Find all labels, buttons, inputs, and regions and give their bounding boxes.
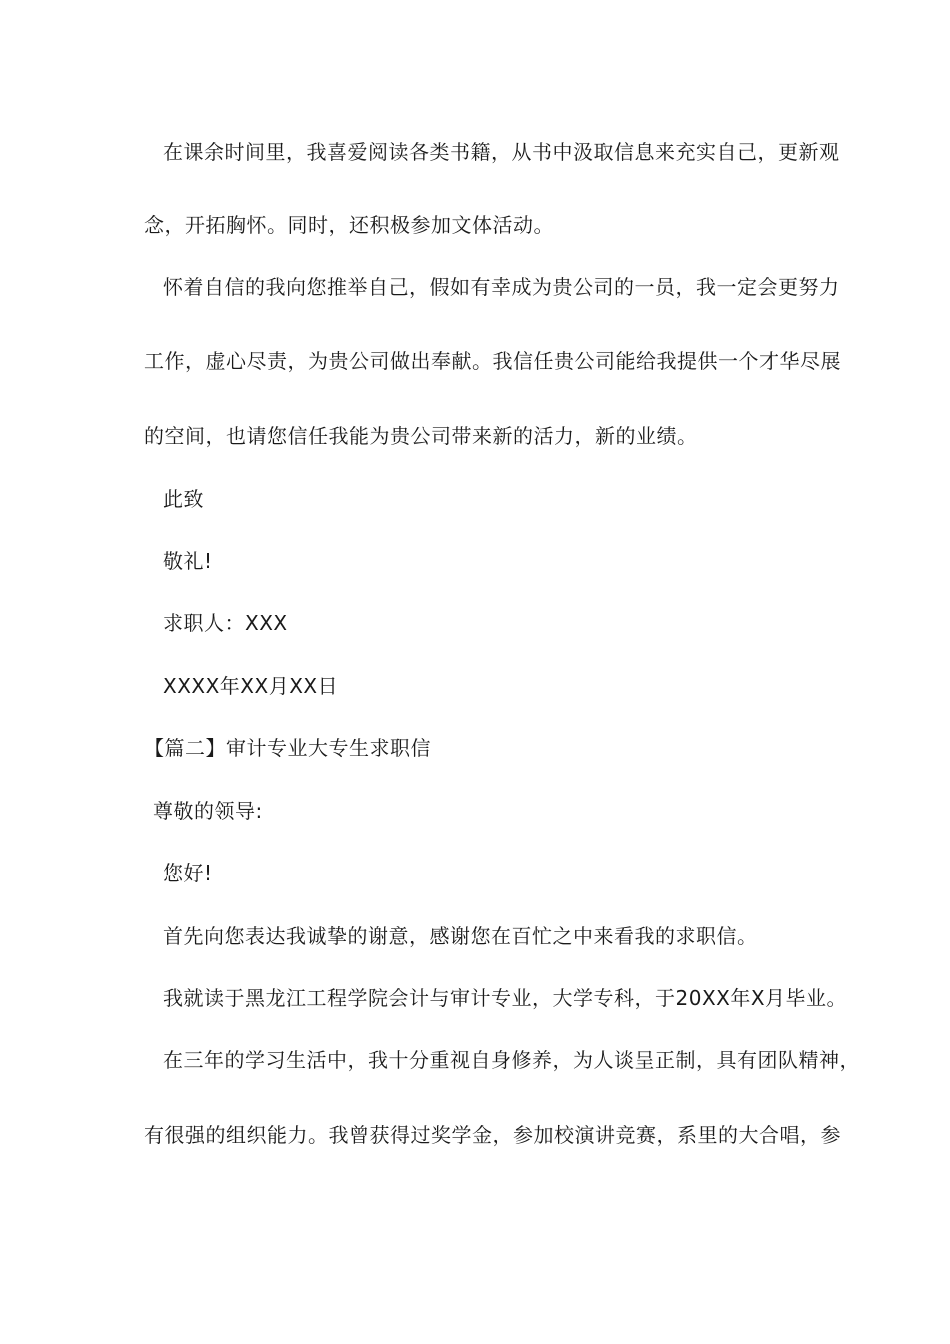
paragraph-line: 我就读于黑龙江工程学院会计与审计专业，大学专科，于20XX年X月毕业。 [163, 986, 848, 1010]
paragraph-line: 怀着自信的我向您推举自己，假如有幸成为贵公司的一员，我一定会更努力 [163, 275, 840, 299]
signature-date: XXXX年XX月XX日 [163, 674, 339, 698]
section-title: 【篇二】审计专业大专生求职信 [144, 736, 431, 760]
paragraph-line: 在课余时间里，我喜爱阅读各类书籍，从书中汲取信息来充实自己，更新观 [163, 140, 840, 164]
closing-line: 此致 [163, 487, 204, 511]
salutation: 尊敬的领导: [153, 799, 263, 823]
paragraph-line: 工作，虚心尽责，为贵公司做出奉献。我信任贵公司能给我提供一个才华尽展 [144, 349, 841, 373]
paragraph-line: 念，开拓胸怀。同时，还积极参加文体活动。 [144, 213, 554, 237]
paragraph-line: 有很强的组织能力。我曾获得过奖学金，参加校演讲竞赛，系里的大合唱，参 [144, 1123, 841, 1147]
paragraph-line: 在三年的学习生活中，我十分重视自身修养，为人谈呈正制，具有团队精神， [163, 1048, 860, 1072]
paragraph-line: 首先向您表达我诚挚的谢意，感谢您在百忙之中来看我的求职信。 [163, 924, 758, 948]
greeting: 您好! [163, 861, 213, 885]
applicant-signature: 求职人：XXX [163, 611, 288, 635]
closing-line: 敬礼! [163, 549, 213, 573]
paragraph-line: 的空间，也请您信任我能为贵公司带来新的活力，新的业绩。 [144, 424, 698, 448]
